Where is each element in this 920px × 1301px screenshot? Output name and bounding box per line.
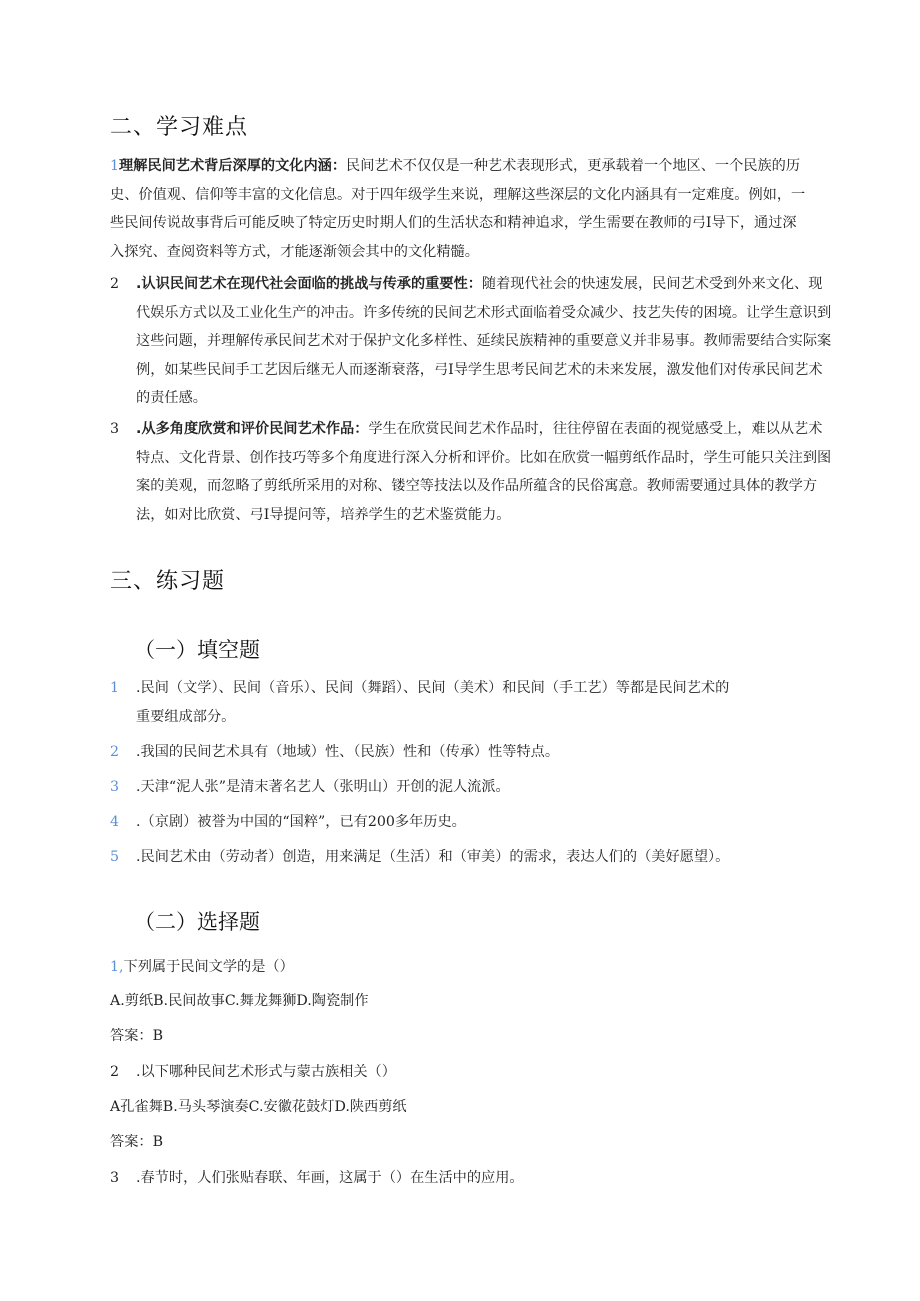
difficulty-item-2	[110, 270, 836, 413]
item-text: .春节时，人们张贴春联、年画，这属于（）在生活中的应用。	[136, 1170, 524, 1186]
fill-item-2	[110, 738, 559, 766]
fill-item-1	[110, 674, 729, 702]
choice-question-3	[110, 1164, 524, 1192]
item-number: 2	[110, 276, 120, 292]
item-text: .天津“泥人张”是清末著名艺人（张明山）开创的泥人流派。	[136, 779, 510, 795]
choice-question-1	[110, 953, 294, 981]
item-lead: .认识民间艺术在现代社会面临的挑战与传承的重要性：	[136, 276, 482, 292]
choice-options-1: A.剪纸B.民间故事C.舞龙舞狮D.陶瓷制作	[110, 993, 369, 1009]
fill-item-3	[110, 773, 510, 801]
item-lead: 理解民间艺术背后深厚的文化内涵：	[119, 158, 347, 174]
item-number: 4	[110, 814, 120, 830]
difficulty-item-1	[110, 152, 810, 266]
item-number: 1	[110, 680, 120, 696]
subsection-heading-choice: （二）选择题	[134, 910, 260, 934]
item-text: .民间艺术由（劳动者）创造，用来满足（生活）和（审美）的需求，表达人们的（美好愿望）。	[136, 849, 730, 865]
item-number: 2	[110, 744, 120, 760]
item-number: 2	[110, 1064, 120, 1080]
item-number: 1	[110, 158, 120, 174]
fill-item-1-continued: 重要组成部分。	[136, 709, 236, 725]
item-number: 3	[110, 779, 120, 795]
subsection-heading-fill-blank: （一）填空题	[134, 638, 260, 662]
item-number: 3	[110, 421, 120, 437]
section-heading-difficulties: 二、学习难点	[110, 115, 249, 140]
item-text: 民间艺术不仅仅是一种艺术表现形式，更承载着一个地区、一个民族的历史、价值观、信仰等丰富的文化信息。对于四年级学生来说，理解这些深层的文化内涵具有一定难度。例如，一些民间传说故事背后可能反映了特定历史时期人们的生活状态和精神追求，学生需要在教师的弓I导下，通过深入探究、查阅资料等方式，才能逐渐领会其中的文化精髓。	[110, 158, 806, 260]
difficulty-item-3	[110, 415, 836, 529]
choice-answer-2: 答案：B	[110, 1134, 163, 1150]
item-text: .（京剧）被誉为中国的“国粹”，已有200多年历史。	[136, 814, 466, 830]
item-text: 学生在欣赏民间艺术作品时，往往停留在表面的视觉感受上，难以从艺术特点、文化背景、创作技巧等多个角度进行深入分析和评价。比如在欣赏一幅剪纸作品时，学生可能只关注到图案的美观，而忽略了剪纸所采用的对称、镂空等技法以及作品所蕴含的民俗寓意。教师需要通过具体的教学方法，如对比欣赏、弓I导提问等，培养学生的艺术鉴赏能力。	[136, 421, 832, 523]
fill-item-5	[110, 843, 729, 871]
item-number: 5	[110, 849, 120, 865]
item-number: 1,	[110, 959, 124, 975]
item-text: .以下哪种民间艺术形式与蒙古族相关（）	[136, 1064, 396, 1080]
choice-options-2: A孔雀舞B.马头琴演奏C.安徽花鼓灯D.陕西剪纸	[110, 1099, 407, 1115]
item-text: .我国的民间艺术具有（地域）性、（民族）性和（传承）性等特点。	[136, 744, 560, 760]
section-heading-exercises: 三、练习题	[110, 569, 226, 594]
item-text: 下列属于民间文学的是（）	[123, 959, 294, 975]
item-lead: .从多角度欣赏和评价民间艺术作品：	[136, 421, 369, 437]
choice-question-2	[110, 1058, 396, 1086]
choice-answer-1: 答案：B	[110, 1028, 163, 1044]
item-number: 3	[110, 1170, 120, 1186]
item-text: .民间（文学）、民间（音乐）、民间（舞蹈）、民间（美术）和民间（手工艺）等都是民间艺术的	[136, 680, 730, 696]
fill-item-4	[110, 808, 466, 836]
item-text: 随着现代社会的快速发展，民间艺术受到外来文化、现代娱乐方式以及工业化生产的冲击。许多传统的民间艺术形式面临着受众减少、技艺失传的困境。让学生意识到这些问题，并理解传承民间艺术对于保护文化多样性、延续民族精神的重要意义并非易事。教师需要结合实际案例，如某些民间手工艺因后继无人而逐渐衰落，弓I导学生思考民间艺术的未来发展，激发他们对传承民间艺术的责任感。	[136, 276, 832, 407]
